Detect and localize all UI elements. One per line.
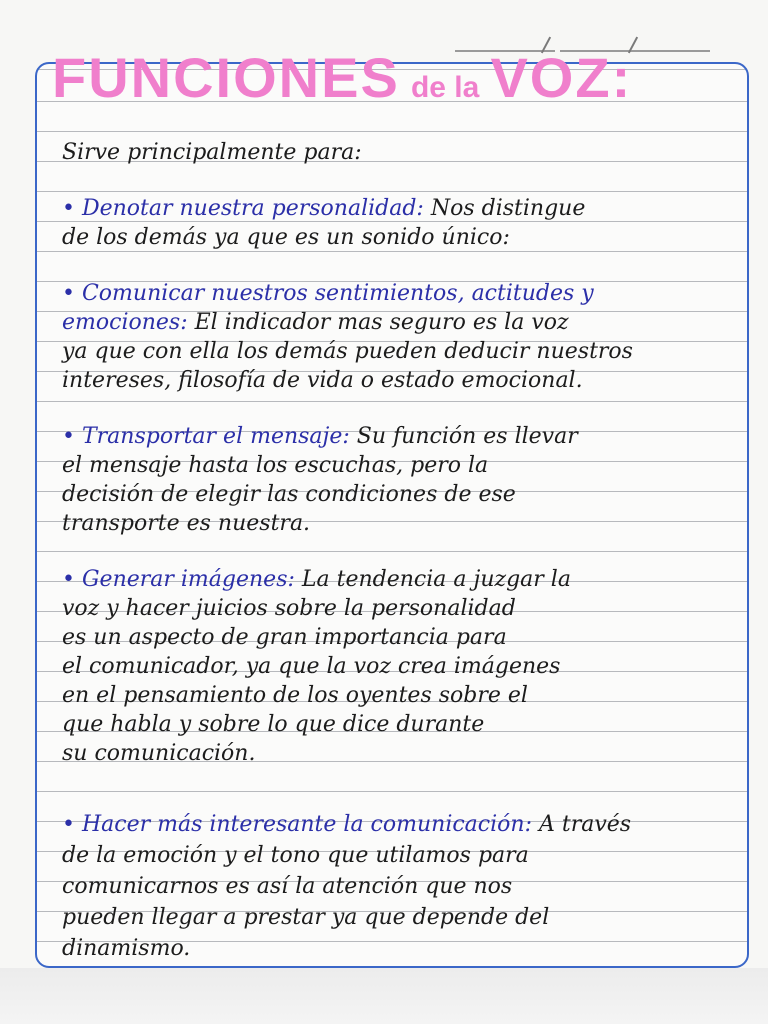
- section-line: voz y hacer juicios sobre la personalidad: [62, 596, 516, 621]
- section-line: es un aspecto de gran importancia para: [62, 625, 507, 650]
- section-line: ya que con ella los demás pueden deducir nuestros: [62, 339, 633, 364]
- section-line: de los demás ya que es un sonido único:: [62, 225, 510, 250]
- section-line: pueden llegar a prestar ya que depende del: [62, 905, 550, 930]
- title-de-la: de la: [410, 71, 480, 104]
- section-heading: • Denotar nuestra personalidad:: [62, 196, 424, 221]
- section-line: emociones: El indicador mas seguro es la voz: [62, 310, 569, 335]
- section-line: • Hacer más interesante la comunicación: A través: [62, 812, 632, 837]
- section-line: transporte es nuestra.: [62, 511, 311, 536]
- page-title: [52, 46, 633, 109]
- section-line: intereses, filosofía de vida o estado emocional.: [62, 368, 583, 393]
- section-line: en el pensamiento de los oyentes sobre el: [62, 683, 528, 708]
- title-voz: VOZ:: [490, 46, 633, 109]
- section-heading: • Hacer más interesante la comunicación:: [62, 812, 532, 837]
- section-line: decisión de elegir las condiciones de ese: [62, 482, 516, 507]
- page-bottom-edge: [0, 968, 768, 1024]
- title-funciones: FUNCIONES: [52, 46, 400, 109]
- section-heading: • Comunicar nuestros sentimientos, actitudes y: [62, 281, 594, 306]
- section-heading: • Transportar el mensaje:: [62, 424, 350, 449]
- section-line: comunicarnos es así la atención que nos: [62, 874, 513, 899]
- section-line: el mensaje hasta los escuchas, pero la: [62, 453, 489, 478]
- section-line: • Denotar nuestra personalidad: Nos distingue: [62, 196, 586, 221]
- section-line: que habla y sobre lo que dice durante: [62, 712, 485, 737]
- section-line: de la emoción y el tono que utilamos para: [62, 843, 529, 868]
- section-line: dinamismo.: [62, 936, 191, 961]
- section-line: [62, 281, 594, 307]
- section-line: • Transportar el mensaje: Su función es llevar: [62, 424, 578, 449]
- section-heading: • Generar imágenes:: [62, 567, 295, 592]
- section-line: su comunicación.: [62, 741, 256, 766]
- section-line: el comunicador, ya que la voz crea imágenes: [62, 654, 561, 679]
- section-line: • Generar imágenes: La tendencia a juzgar la: [62, 567, 571, 592]
- intro-text: Sirve principalmente para:: [62, 140, 362, 165]
